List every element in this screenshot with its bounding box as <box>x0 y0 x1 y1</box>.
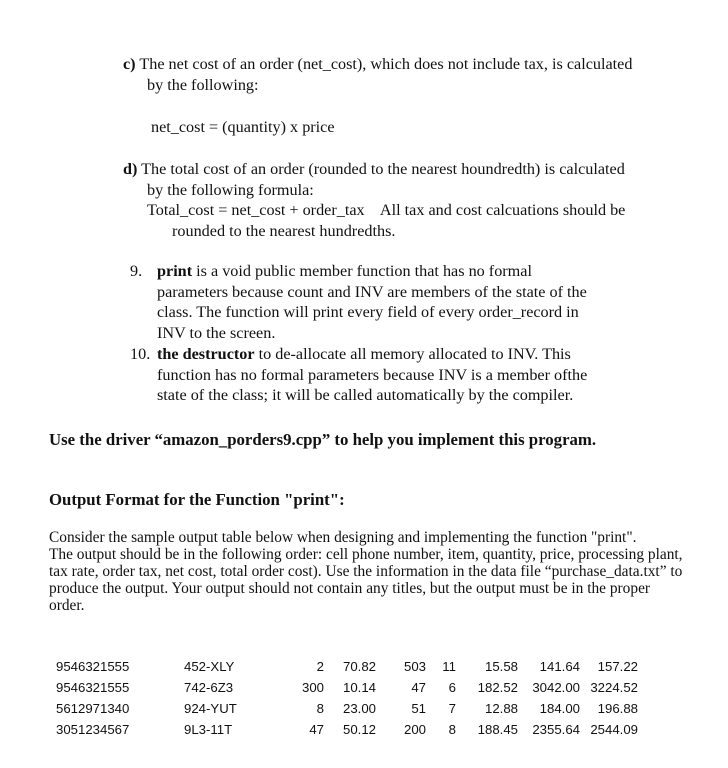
cell-quantity: 300 <box>301 680 324 695</box>
output-desc-line-3: tax rate, order tax, net cost, total order cost). Use the information in the data file “purchase_data.txt” to <box>49 563 683 580</box>
item-d-text: The total cost of an order (rounded to the nearest houndredth) is calculated <box>141 160 625 178</box>
cell-tax-rate: 8 <box>448 722 456 737</box>
item-9-line-4: INV to the screen. <box>157 324 276 342</box>
cell-item: 452-XLY <box>184 659 235 674</box>
cell-phone: 5612971340 <box>56 701 130 716</box>
net-cost-formula: net_cost = (quantity) x price <box>151 118 335 136</box>
item-d-line-4: rounded to the nearest hundredths. <box>172 222 396 240</box>
cell-phone: 9546321555 <box>56 680 130 695</box>
cell-order-tax: 12.88 <box>484 701 518 716</box>
cell-price: 10.14 <box>342 680 376 695</box>
driver-note: Use the driver “amazon_porders9.cpp” to help you implement this program. <box>49 430 597 449</box>
item-c-label: c) <box>123 55 136 73</box>
cell-item: 924-YUT <box>184 701 237 716</box>
item-10-rest: to de-allocate all memory allocated to INV. This <box>254 345 571 363</box>
item-d-line-1 <box>123 160 625 179</box>
item-10-line-2: function has no formal parameters because INV is a member ofthe <box>157 366 588 384</box>
cell-plant: 51 <box>411 701 426 716</box>
item-d-line-2: by the following formula: <box>147 181 314 199</box>
cell-tax-rate: 7 <box>448 701 456 716</box>
cell-price: 70.82 <box>342 659 376 674</box>
cell-phone: 3051234567 <box>56 722 130 737</box>
cell-price: 23.00 <box>342 701 376 716</box>
cell-total-cost: 157.22 <box>597 659 638 674</box>
cell-net-cost: 141.64 <box>539 659 580 674</box>
cell-total-cost: 2544.09 <box>590 722 638 737</box>
cell-quantity: 2 <box>316 659 324 674</box>
cell-net-cost: 2355.64 <box>532 722 580 737</box>
cell-quantity: 8 <box>316 701 324 716</box>
item-9-text-1 <box>157 262 532 281</box>
item-10-line-3: state of the class; it will be called automatically by the compiler. <box>157 386 574 404</box>
cell-item: 742-6Z3 <box>184 680 234 695</box>
cell-order-tax: 188.45 <box>477 722 518 737</box>
item-9-line-1 <box>130 262 142 281</box>
cell-total-cost: 196.88 <box>597 701 638 716</box>
item-10-number: 10. <box>130 345 151 363</box>
item-c-line-2: by the following: <box>147 76 259 94</box>
item-9-number: 9. <box>130 262 143 280</box>
item-10-text-1 <box>157 345 571 364</box>
item-10-bold: the destructor <box>157 345 255 363</box>
cell-tax-rate: 11 <box>442 659 456 674</box>
cell-plant: 503 <box>403 659 426 674</box>
item-c-line-1 <box>123 55 632 74</box>
table-row <box>56 698 638 719</box>
table-row <box>56 719 638 740</box>
cell-plant: 200 <box>403 722 426 737</box>
cell-net-cost: 3042.00 <box>532 680 580 695</box>
sample-output-table <box>56 656 638 740</box>
output-desc-line-1: Consider the sample output table below when designing and implementing the function "print". <box>49 529 637 546</box>
cell-quantity: 47 <box>309 722 324 737</box>
output-desc-line-4: produce the output. Your output should not contain any titles, but the output must be in the proper <box>49 580 651 597</box>
table-row <box>56 677 638 698</box>
cell-price: 50.12 <box>342 722 376 737</box>
cell-plant: 47 <box>411 680 426 695</box>
cell-item: 9L3-11T <box>184 722 233 737</box>
cell-net-cost: 184.00 <box>539 701 580 716</box>
total-cost-formula: Total_cost = net_cost + order_tax All tax and cost calcuations should be <box>147 201 626 219</box>
cell-order-tax: 182.52 <box>477 680 518 695</box>
cell-order-tax: 15.58 <box>484 659 518 674</box>
output-desc-line-5: order. <box>49 597 85 614</box>
cell-phone: 9546321555 <box>56 659 130 674</box>
table-row <box>56 656 638 677</box>
item-9-rest: is a void public member function that has no formal <box>192 262 532 280</box>
output-desc-line-2: The output should be in the following order: cell phone number, item, quantity, price, processing plant, <box>49 546 683 563</box>
cell-total-cost: 3224.52 <box>590 680 638 695</box>
item-c-text: The net cost of an order (net_cost), which does not include tax, is calculated <box>139 55 633 73</box>
item-9-line-3: class. The function will print every field of every order_record in <box>157 303 579 321</box>
output-heading: Output Format for the Function "print": <box>49 490 345 509</box>
item-d-label: d) <box>123 160 138 178</box>
item-9-bold: print <box>157 262 193 280</box>
cell-tax-rate: 6 <box>448 680 456 695</box>
item-9-line-2: parameters because count and INV are members of the state of the <box>157 283 587 301</box>
